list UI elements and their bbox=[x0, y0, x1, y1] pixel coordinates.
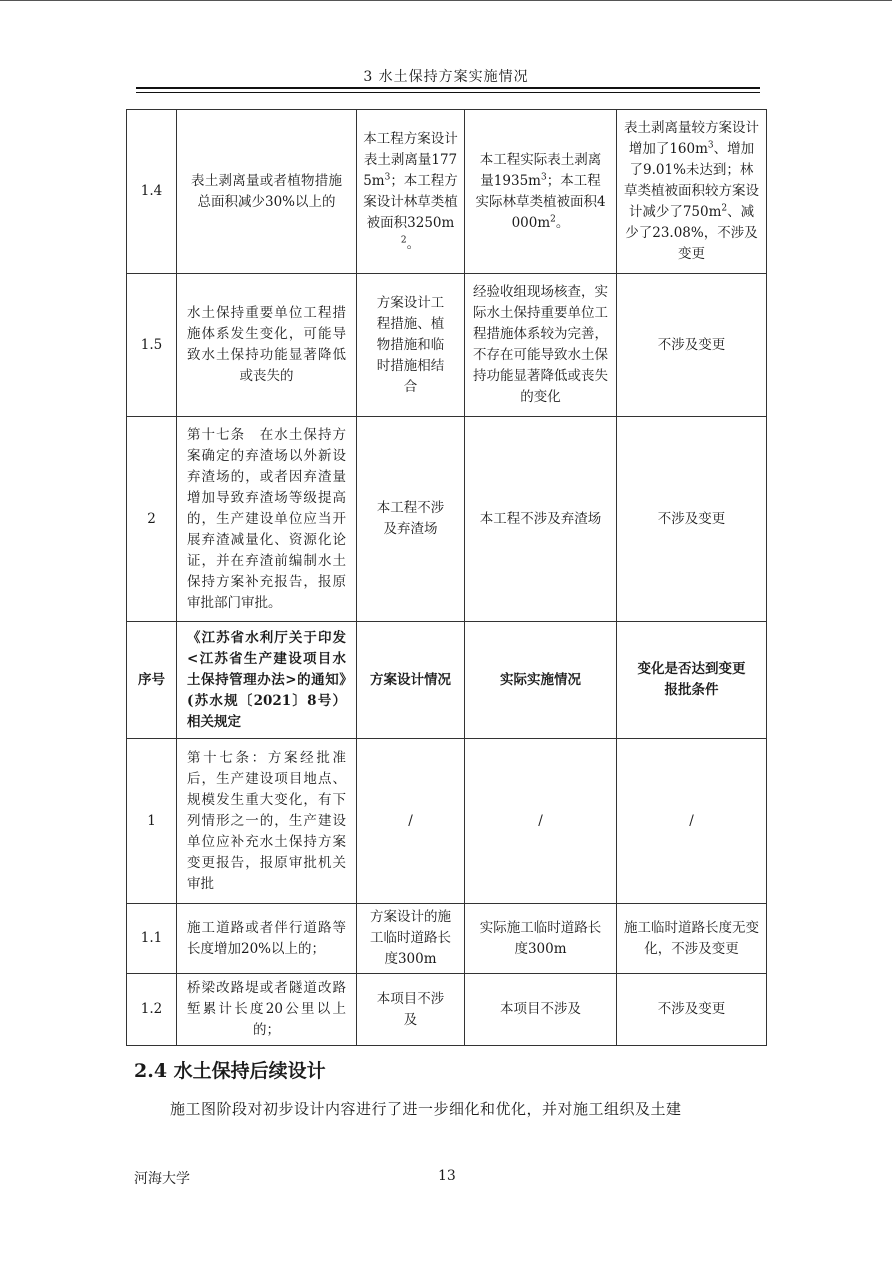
change-cell: 表土剥离量较方案设计增加了$160m^3$、增加了9.01%未达到；林草类植被面积较方案设计减少了$750m^2$、减少了23.08%，不涉及变更 bbox=[617, 110, 767, 274]
change-cell: 施工临时道路长度无变化，不涉及变更 bbox=[617, 904, 767, 974]
page-top-border bbox=[0, 0, 892, 1]
design-cell: 方案设计工程措施、植物措施和临时措施相结合 bbox=[357, 274, 465, 417]
design-cell: / bbox=[357, 739, 465, 904]
change-cell: / bbox=[617, 739, 767, 904]
design-cell: 本工程方案设计表土剥离量$1775m^3$；本工程方案设计林草类植被面积$3250m^2$。 bbox=[357, 110, 465, 274]
subheader-actual: 实际实施情况 bbox=[465, 622, 617, 739]
subheader-change: 变化是否达到变更报批条件 bbox=[617, 622, 767, 739]
actual-cell: 实际施工临时道路长度300m bbox=[465, 904, 617, 974]
running-header: 3 水土保持方案实施情况 bbox=[363, 69, 529, 85]
row-number: 1.4 bbox=[127, 110, 177, 274]
table-row bbox=[127, 274, 767, 417]
change-cell: 不涉及变更 bbox=[617, 274, 767, 417]
requirement-cell: 第十七条：方案经批准后，生产建设项目地点、规模发生重大变化，有下列情形之一的，生产建设单位应补充水土保持方案变更报告，报原审批机关审批 bbox=[177, 739, 357, 904]
requirement-cell: 施工道路或者伴行道路等长度增加20%以上的； bbox=[177, 904, 357, 974]
table-row bbox=[127, 110, 767, 274]
row-number: 2 bbox=[127, 417, 177, 622]
table-row bbox=[127, 417, 767, 622]
subheader-no: 序号 bbox=[127, 622, 177, 739]
subheader-regulation: 《江苏省水利厅关于印发<江苏省生产建设项目水土保持管理办法>的通知》(苏水规〔2021〕8号）相关规定 bbox=[177, 622, 357, 739]
body-paragraph: 施工图阶段对初步设计内容进行了进一步细化和优化，并对施工组织及土建 bbox=[170, 1100, 682, 1118]
section-heading: 2.4 水土保持后续设计 bbox=[134, 1060, 326, 1082]
design-cell: 本工程不涉及弃渣场 bbox=[357, 417, 465, 622]
change-assessment-table bbox=[126, 109, 767, 1046]
change-cell: 不涉及变更 bbox=[617, 974, 767, 1046]
requirement-cell: 桥梁改路堤或者隧道改路堑累计长度20公里以上的； bbox=[177, 974, 357, 1046]
actual-cell: 经验收组现场核查，实际水土保持重要单位工程措施体系较为完善，不存在可能导致水土保持功能显著降低或丧失的变化 bbox=[465, 274, 617, 417]
row-number: 1.5 bbox=[127, 274, 177, 417]
requirement-cell: 第十七条 在水土保持方案确定的弃渣场以外新设弃渣场的，或者因弃渣量增加导致弃渣场等级提高的，生产建设单位应当开展弃渣减量化、资源化论证，并在弃渣前编制水土保持方案补充报告，报原审批部门审批。 bbox=[177, 417, 357, 622]
row-number: 1 bbox=[127, 739, 177, 904]
subheader-design: 方案设计情况 bbox=[357, 622, 465, 739]
row-number: 1.2 bbox=[127, 974, 177, 1046]
footer-institution: 河海大学 bbox=[134, 1171, 190, 1187]
header-rule-thick bbox=[136, 87, 760, 89]
table-row bbox=[127, 904, 767, 974]
design-cell: 本项目不涉及 bbox=[357, 974, 465, 1046]
table-row bbox=[127, 739, 767, 904]
change-cell: 不涉及变更 bbox=[617, 417, 767, 622]
table-subheader-row bbox=[127, 622, 767, 739]
row-number: 1.1 bbox=[127, 904, 177, 974]
actual-cell: 本项目不涉及 bbox=[465, 974, 617, 1046]
requirement-cell: 水土保持重要单位工程措施体系发生变化，可能导致水土保持功能显著降低或丧失的 bbox=[177, 274, 357, 417]
actual-cell: 本工程实际表土剥离量$1935m^3$；本工程实际林草类植被面积$4000m^2$。 bbox=[465, 110, 617, 274]
page-number: 13 bbox=[438, 1168, 456, 1184]
requirement-cell: 表土剥离量或者植物措施总面积减少30%以上的 bbox=[177, 110, 357, 274]
actual-cell: / bbox=[465, 739, 617, 904]
actual-cell: 本工程不涉及弃渣场 bbox=[465, 417, 617, 622]
table-row bbox=[127, 974, 767, 1046]
design-cell: 方案设计的施工临时道路长度300m bbox=[357, 904, 465, 974]
header-rule-thin bbox=[136, 92, 760, 93]
